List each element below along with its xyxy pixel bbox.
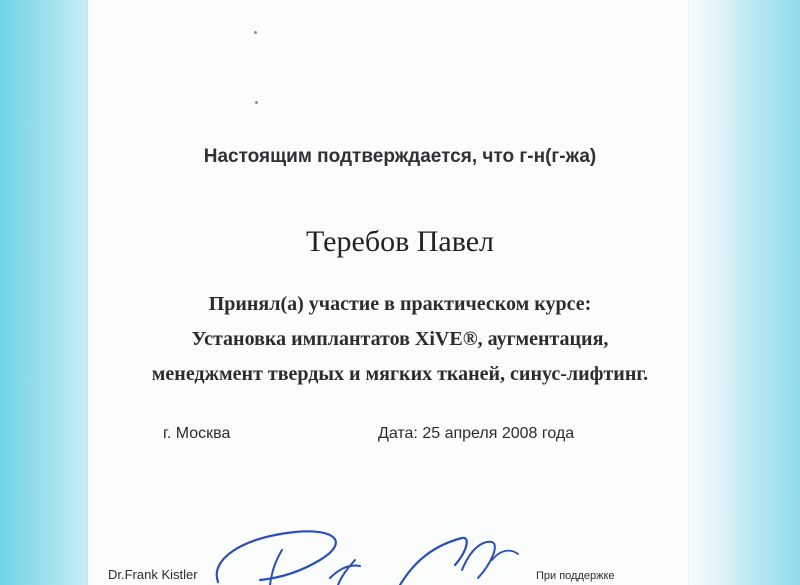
city-text: г. Москва — [163, 425, 231, 442]
support-text: При поддержке — [536, 570, 615, 582]
handwritten-signature — [200, 520, 540, 585]
certificate-heading: Настоящим подтверждается, что г-н(г-жа) — [203, 146, 597, 167]
course-line: менеджмент твердых и мягких тканей, синус-лифтинг. — [151, 363, 649, 385]
paper-speck — [255, 101, 258, 104]
recipient-name: Теребов Павел — [306, 225, 494, 258]
course-description — [0, 287, 800, 392]
course-line: Принял(а) участие в практическом курсе: — [208, 293, 592, 315]
signatory-name: Dr.Frank Kistler — [108, 567, 198, 582]
paper-speck — [254, 31, 257, 34]
date-text: Дата: 25 апреля 2008 года — [378, 425, 575, 442]
course-line: Установка имплантатов XiVE®, аугментация, — [191, 328, 609, 350]
